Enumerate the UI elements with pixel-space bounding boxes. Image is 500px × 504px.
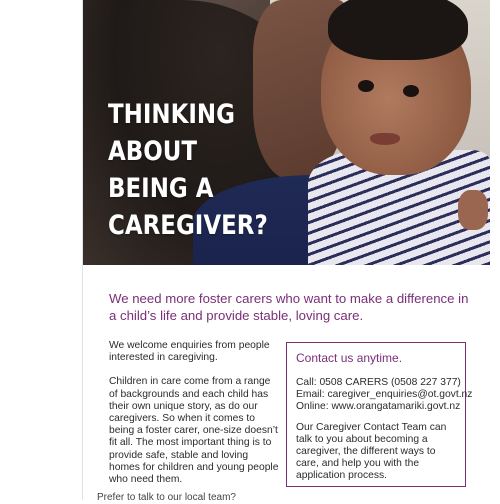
- body-paragraph: We welcome enquiries from people interested in caregiving.: [109, 340, 270, 364]
- contact-website[interactable]: Online: www.orangatamariki.govt.nz: [296, 401, 461, 413]
- intro-statement: We need more foster carers who want to make a difference in a child’s life and provide stable, loving care.: [109, 291, 469, 323]
- baby-hair-image: [328, 0, 468, 60]
- headline-line: BEING A: [108, 173, 214, 204]
- contact-description: Our Caregiver Contact Team can talk to you about becoming a caregiver, the different ways to care, and help you with the application process.: [296, 421, 447, 482]
- baby-hand-image: [458, 190, 488, 230]
- baby-mouth: [370, 133, 400, 145]
- contact-email[interactable]: Email: caregiver_enquiries@ot.govt.nz: [296, 389, 473, 401]
- headline-line: THINKING: [108, 99, 235, 130]
- footer-partial-text: Prefer to talk to our local team?: [97, 492, 236, 503]
- headline-line: ABOUT: [108, 136, 198, 167]
- contact-box: [286, 342, 473, 487]
- body-copy: [109, 340, 279, 498]
- contact-title: Contact us anytime.: [296, 351, 403, 365]
- contact-phone[interactable]: Call: 0508 CARERS (0508 227 377): [296, 377, 461, 388]
- headline-line: CAREGIVER?: [108, 210, 268, 241]
- baby-right-eye: [403, 85, 419, 97]
- hero-headline: [108, 96, 278, 244]
- body-paragraph: Children in care come from a range of backgrounds and each child has their own unique story, as do our caregivers. So when it comes to being a foster carer, one-size doesn’t fit all. The most important thing is to provide safe, stable and loving homes for children and young people who need them.: [109, 376, 279, 486]
- page-left-margin: [0, 0, 82, 500]
- section-divider: [83, 265, 490, 267]
- baby-left-eye: [358, 80, 374, 92]
